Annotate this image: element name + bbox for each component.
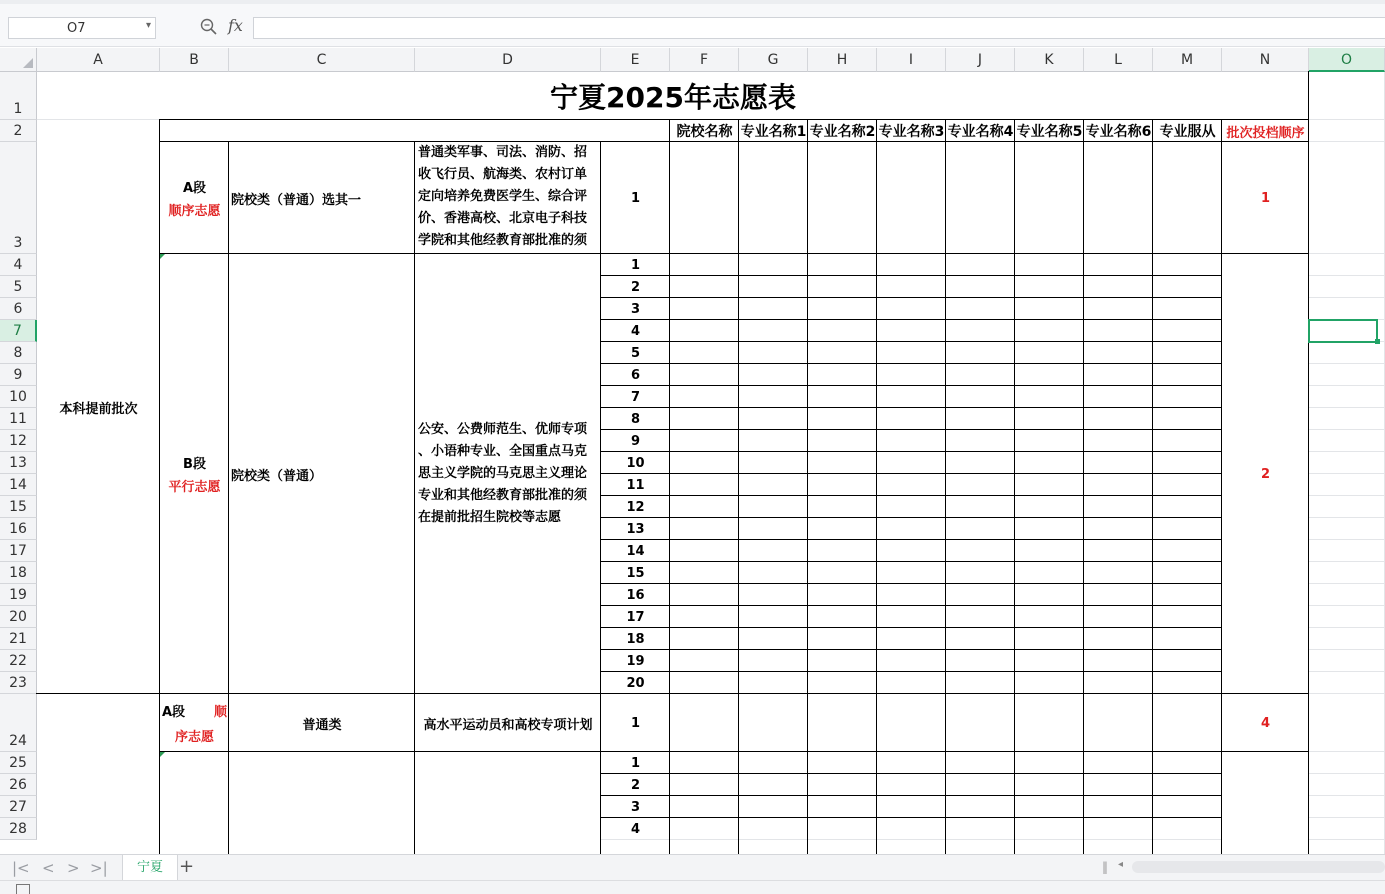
row-header-10[interactable]: 10	[0, 386, 37, 408]
border-v	[738, 119, 739, 854]
description-line: 价、香港高校、北京电子科技	[418, 211, 588, 226]
segment-label: A段	[162, 705, 186, 720]
segment-cell[interactable]	[160, 254, 229, 694]
column-header-a[interactable]: A	[37, 48, 160, 72]
row-header-21[interactable]: 21	[0, 628, 37, 650]
segment-type: 顺	[213, 705, 227, 720]
column-header-g[interactable]: G	[739, 48, 808, 72]
border-v	[945, 119, 946, 854]
column-header-f[interactable]: F	[670, 48, 739, 72]
name-box-value: O7	[67, 21, 86, 36]
choice-number[interactable]: 3	[630, 799, 641, 815]
segment-type: 平行志愿	[168, 480, 221, 495]
choice-number[interactable]: 1	[630, 715, 641, 731]
border-v	[1152, 119, 1153, 854]
choice-number[interactable]: 7	[630, 389, 641, 405]
merged-cell	[946, 142, 1014, 253]
row-header-13[interactable]: 13	[0, 452, 37, 474]
header-cell[interactable]: 批次投档顺序	[1226, 125, 1305, 141]
row-header-6[interactable]: 6	[0, 298, 37, 320]
column-header-o[interactable]: O	[1309, 48, 1385, 72]
header-cell[interactable]: 专业名称6	[1085, 124, 1152, 140]
choice-number[interactable]: 1	[630, 190, 641, 206]
border-h	[600, 817, 1222, 818]
header-cell[interactable]: 专业名称1	[740, 124, 807, 140]
segment-label: B段	[183, 457, 206, 472]
merged-cell	[1084, 142, 1152, 253]
merged-cell	[1084, 694, 1152, 751]
merged-cell	[670, 694, 738, 751]
row-header-23[interactable]: 23	[0, 672, 37, 694]
border-h	[600, 473, 1222, 474]
row-header-18[interactable]: 18	[0, 562, 37, 584]
column-header-d[interactable]: D	[415, 48, 601, 72]
description-cell[interactable]	[415, 142, 601, 254]
sheet-tab[interactable]: 宁夏	[122, 855, 178, 880]
sheet-tab-bar	[0, 854, 1385, 881]
function-icon[interactable]: fx	[228, 16, 243, 35]
batch-order[interactable]: 2	[1260, 466, 1271, 482]
row-header-3[interactable]: 3	[0, 142, 37, 254]
category-cell[interactable]: 院校类（普通）	[231, 468, 323, 484]
blank-header-merge	[160, 120, 669, 141]
chevron-down-icon[interactable]: ▾	[145, 20, 151, 31]
batch-order[interactable]: 1	[1260, 190, 1271, 206]
row-header-17[interactable]: 17	[0, 540, 37, 562]
row-header-15[interactable]: 15	[0, 496, 37, 518]
merged-cell	[877, 694, 945, 751]
add-sheet-button[interactable]: +	[179, 856, 195, 877]
prev-sheet-icon[interactable]: <	[42, 859, 55, 877]
horizontal-scrollbar[interactable]	[1132, 861, 1385, 873]
choice-number[interactable]: 12	[626, 499, 645, 515]
choice-number[interactable]: 4	[630, 323, 641, 339]
category-cell[interactable]: 普通类	[302, 717, 342, 733]
column-header-h[interactable]: H	[808, 48, 877, 72]
row-header-1[interactable]: 1	[0, 72, 37, 120]
border-v	[1083, 119, 1084, 854]
header-cell[interactable]: 专业名称5	[1016, 124, 1083, 140]
description-line: 在提前批招生院校等志愿	[418, 510, 562, 525]
row-header-4[interactable]: 4	[0, 254, 37, 276]
comment-indicator-icon	[160, 752, 165, 757]
column-header-n[interactable]: N	[1222, 48, 1309, 72]
description-line: 收飞行员、航海类、农村订单	[418, 167, 588, 182]
choice-number[interactable]: 13	[626, 521, 645, 537]
border-h	[600, 671, 1222, 672]
segment-cell[interactable]	[160, 694, 229, 752]
formula-input[interactable]	[253, 17, 1385, 39]
row-header-19[interactable]: 19	[0, 584, 37, 606]
border-h	[600, 795, 1222, 796]
header-cell[interactable]: 专业名称3	[878, 124, 945, 140]
column-header-k[interactable]: K	[1015, 48, 1084, 72]
choice-number[interactable]: 20	[626, 675, 645, 691]
merged-cell	[670, 142, 738, 253]
row-header-8[interactable]: 8	[0, 342, 37, 364]
row-header-12[interactable]: 12	[0, 430, 37, 452]
row-header-25[interactable]: 25	[0, 752, 37, 774]
description-line: 普通类军事、司法、消防、招	[418, 145, 588, 160]
header-cell[interactable]: 专业服从	[1159, 124, 1216, 140]
segment-type: 顺序志愿	[168, 204, 221, 219]
border-h	[600, 561, 1222, 562]
border-h	[600, 407, 1222, 408]
merged-cell	[808, 142, 876, 253]
merged-cell	[808, 694, 876, 751]
border-h	[600, 429, 1222, 430]
header-cell[interactable]: 院校名称	[676, 124, 733, 140]
column-header-e[interactable]: E	[601, 48, 670, 72]
merged-cell	[1015, 694, 1083, 751]
choice-number[interactable]: 3	[630, 301, 641, 317]
scroll-left-icon[interactable]: ◂	[1118, 859, 1124, 870]
merged-cell	[877, 142, 945, 253]
merged-cell	[739, 142, 807, 253]
row-header-26[interactable]: 26	[0, 774, 37, 796]
row-header-5[interactable]: 5	[0, 276, 37, 298]
border-v	[876, 119, 877, 854]
row-header-14[interactable]: 14	[0, 474, 37, 496]
column-header-i[interactable]: I	[877, 48, 946, 72]
choice-number[interactable]: 2	[630, 279, 641, 295]
border-h	[600, 605, 1222, 606]
name-box[interactable]	[8, 17, 156, 39]
column-header-m[interactable]: M	[1153, 48, 1222, 72]
border-h	[600, 451, 1222, 452]
merged-cell	[1153, 142, 1221, 253]
comment-indicator-icon	[160, 254, 165, 259]
column-header-b[interactable]: B	[160, 48, 229, 72]
merged-cell	[739, 694, 807, 751]
zoom-icon[interactable]	[200, 18, 218, 36]
merged-cell	[160, 752, 228, 853]
merged-cell	[1222, 752, 1308, 853]
border-h	[600, 773, 1222, 774]
segment-label: A段	[182, 181, 207, 196]
select-all-corner[interactable]	[0, 48, 37, 72]
row-header-24[interactable]: 24	[0, 694, 37, 752]
row-header-27[interactable]: 27	[0, 796, 37, 818]
split-handle-icon[interactable]: ‖	[1102, 860, 1108, 874]
choice-number[interactable]: 5	[630, 345, 641, 361]
segment-cell[interactable]	[160, 142, 229, 254]
description-cell[interactable]: 高水平运动员和高校专项计划	[423, 717, 593, 733]
first-sheet-icon[interactable]: |<	[12, 859, 30, 877]
last-sheet-icon[interactable]: >|	[90, 859, 108, 877]
spreadsheet-grid[interactable]	[0, 48, 1385, 854]
choice-number[interactable]: 16	[626, 587, 645, 603]
sheet-title[interactable]: 宁夏2025年志愿表	[550, 81, 796, 114]
merged-cell	[415, 752, 600, 853]
row-header-28[interactable]: 28	[0, 818, 37, 840]
description-line: 、小语种专业、全国重点马克	[418, 444, 588, 459]
choice-number[interactable]: 11	[626, 477, 645, 493]
header-cell[interactable]: 专业名称4	[947, 124, 1014, 140]
choice-number[interactable]: 19	[626, 653, 645, 669]
description-line: 定向培养免费医学生、综合评	[418, 189, 588, 204]
row-header-16[interactable]: 16	[0, 518, 37, 540]
border-h	[600, 627, 1222, 628]
border-h	[600, 385, 1222, 386]
border-h	[600, 341, 1222, 342]
border-h	[600, 539, 1222, 540]
choice-number[interactable]: 14	[626, 543, 645, 559]
column-header-l[interactable]: L	[1084, 48, 1153, 72]
column-header-c[interactable]: C	[229, 48, 415, 72]
segment-type: 序志愿	[174, 730, 214, 745]
choice-number[interactable]: 9	[630, 433, 641, 449]
border-h	[600, 495, 1222, 496]
border-h	[600, 297, 1222, 298]
fill-handle[interactable]	[1375, 339, 1380, 344]
row-header-2[interactable]: 2	[0, 120, 37, 142]
choice-number[interactable]: 17	[626, 609, 645, 625]
border-h	[600, 649, 1222, 650]
status-bar	[0, 880, 1385, 894]
choice-number[interactable]: 1	[630, 755, 641, 771]
choice-number[interactable]: 6	[630, 367, 641, 383]
border-h	[600, 517, 1222, 518]
row-header-9[interactable]: 9	[0, 364, 37, 386]
formula-bar	[0, 0, 1385, 47]
border-h	[600, 319, 1222, 320]
choice-number[interactable]: 8	[630, 411, 641, 427]
border-v	[1014, 119, 1015, 854]
row-header-11[interactable]: 11	[0, 408, 37, 430]
description-line: 学院和其他经教育部批准的须	[418, 233, 588, 248]
segment-line	[160, 701, 229, 720]
row-header-7[interactable]: 7	[0, 320, 37, 342]
border-v	[807, 119, 808, 854]
selected-cell[interactable]	[1308, 319, 1378, 343]
batch-order[interactable]: 4	[1260, 715, 1271, 731]
choice-number[interactable]: 1	[630, 257, 641, 273]
choice-number[interactable]: 18	[626, 631, 645, 647]
merged-cell	[37, 694, 159, 853]
next-sheet-icon[interactable]: >	[67, 859, 80, 877]
description-cell[interactable]	[415, 254, 601, 694]
merged-cell	[1015, 142, 1083, 253]
description-line: 思主义学院的马克思主义理论	[418, 466, 588, 481]
column-header-j[interactable]: J	[946, 48, 1015, 72]
border-h	[600, 275, 1222, 276]
choice-number[interactable]: 10	[626, 455, 645, 471]
description-line: 专业和其他经教育部批准的须	[418, 488, 588, 503]
border-h	[600, 583, 1222, 584]
row-header-22[interactable]: 22	[0, 650, 37, 672]
border-h	[600, 363, 1222, 364]
choice-number[interactable]: 15	[626, 565, 645, 581]
batch-label[interactable]: 本科提前批次	[59, 401, 138, 417]
merged-cell	[1153, 694, 1221, 751]
choice-number[interactable]: 4	[630, 821, 641, 837]
merged-cell	[229, 752, 414, 853]
description-line: 公安、公费师范生、优师专项	[418, 422, 588, 437]
toolbar-edge	[0, 0, 1385, 4]
row-header-20[interactable]: 20	[0, 606, 37, 628]
choice-number[interactable]: 2	[630, 777, 641, 793]
merged-cell	[946, 694, 1014, 751]
category-cell[interactable]: 院校类（普通）选其一	[231, 192, 362, 208]
header-cell[interactable]: 专业名称2	[809, 124, 876, 140]
